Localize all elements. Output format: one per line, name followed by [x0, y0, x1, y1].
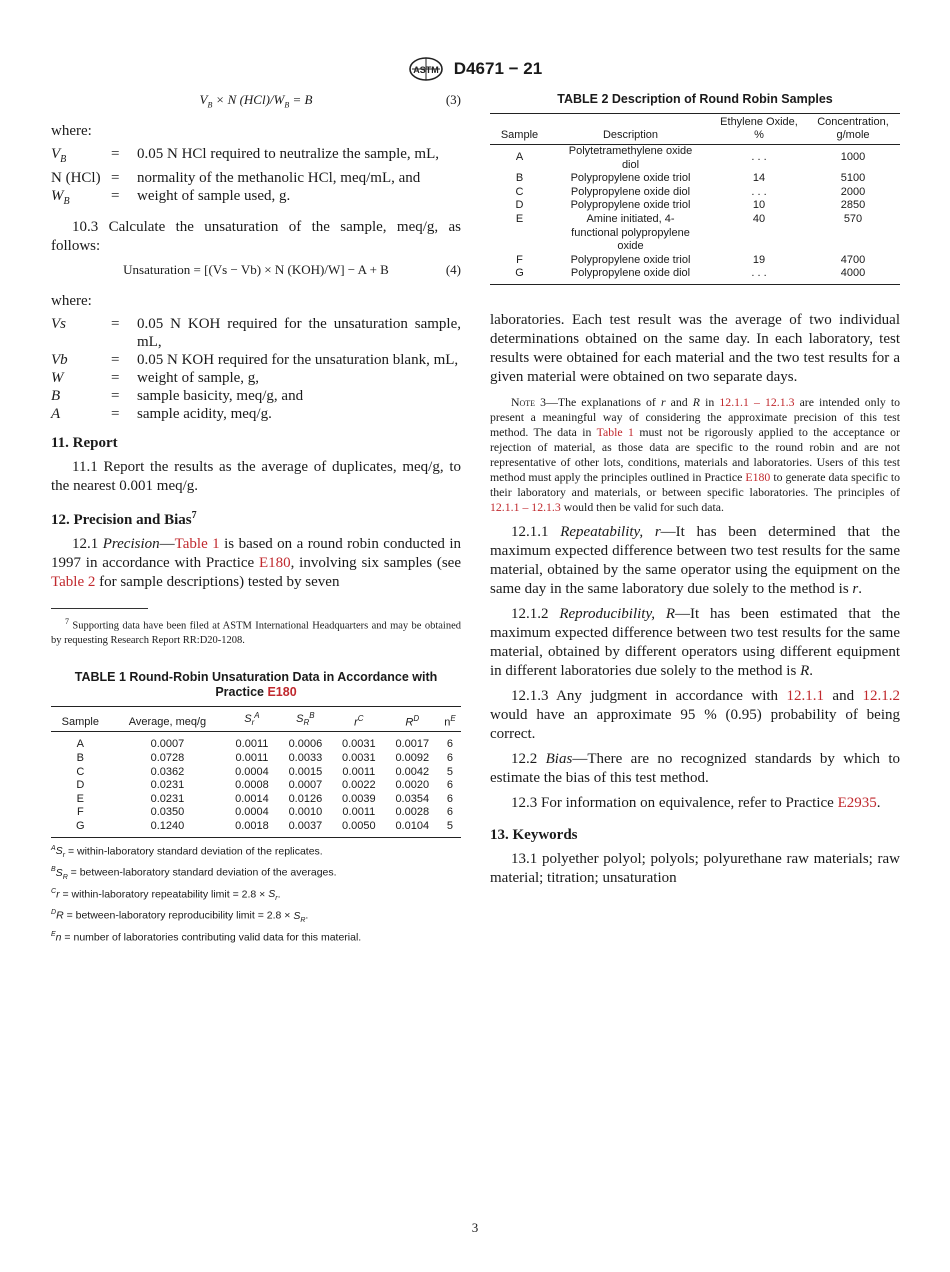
table-cell: 0.0011 [342, 765, 376, 778]
table-cell: 0.0017 [395, 738, 430, 751]
table-cell: 570 [843, 212, 863, 225]
table-cell: 5 [446, 819, 454, 832]
definition-row: Vb = 0.05 N KOH required for the unsaturation blank, mL, [51, 352, 459, 368]
table-cell: 0.0050 [342, 819, 376, 832]
table-cell: 0.0018 [235, 819, 269, 832]
table-row [490, 186, 900, 200]
equation-4-expression: Unsaturation = [(Vs − Vb) × N (KOH)/W] − A + B [123, 262, 389, 277]
table-cell: Polypropylene oxide triol [570, 199, 691, 212]
table-cell: G [76, 819, 85, 832]
table-header-row: Sample Average, meq/g $S_r^A$ $S_R^B$ $r^C$ $R^D$ $n^E$ [51, 706, 461, 732]
paragraph-10-3: 10.3 Calculate the unsaturation of the sample, meq/g, as follows: [51, 219, 461, 254]
paragraph-12-1-1: 12.1.1 Repeatability, r—It has been determined that the maximum expected difference between two test results for the same material, obtained by the same operator using the equipment on the same day in the same laboratory due solely to the method is r. [490, 523, 901, 597]
table-1-caption-link-e180[interactable]: E180 [267, 684, 297, 699]
table-cell: 40 [752, 212, 766, 225]
equation-3-expression: $V_B \times N$ $(HCl)/W_B = B$ [199, 92, 313, 110]
table-cell: 10 [752, 199, 766, 212]
table-row [490, 254, 900, 268]
table-header-row: Sample Description Ethylene Oxide, % Concentration, g/mole [490, 114, 900, 145]
table-cell: 5 [446, 765, 454, 778]
table-cell: 6 [446, 738, 454, 751]
table-cell: Polypropylene oxide triol [570, 172, 691, 185]
table-cell: 6 [446, 751, 454, 764]
definition-row: N (HCl) = normality of the methanolic HCl, meq/mL, and [51, 170, 421, 186]
table-cell: 5100 [840, 172, 866, 185]
table-cell: 0.0008 [235, 779, 269, 792]
paragraph-12-1-2: 12.1.2 Reproducibility, R—It has been estimated that the maximum expected difference between two test results for the same material, obtained by different operators using different equipment in different laboratories due solely to the method is R. [490, 605, 900, 679]
table-cell: 0.0004 [235, 806, 269, 819]
equation-4-number: (4) [445, 262, 461, 277]
table-cell: 0.0231 [150, 792, 185, 805]
definitions-list-2 [51, 315, 461, 423]
table-cell: Amine initiated, 4-functional polypropylene oxide [571, 212, 690, 253]
table-cell: 0.0126 [288, 792, 323, 805]
paragraph-12-3: 12.3 For information on equivalence, refer to Practice E2935. [511, 794, 881, 811]
table-cell: 2850 [840, 199, 866, 212]
table-1-block [51, 670, 461, 945]
table-cell: . . . [751, 267, 767, 280]
table-cell: B [515, 172, 524, 185]
table-cell: . . . [751, 185, 767, 198]
table-cell: 4700 [840, 253, 866, 266]
equation-4 [51, 262, 461, 284]
section-heading-11: 11. Report [51, 435, 118, 451]
table-cell: 0.0004 [235, 765, 269, 778]
table-cell: 0.0031 [342, 738, 376, 751]
paragraph-12-2: 12.2 Bias—There are no recognized standards by which to estimate the bias of this test method. [490, 750, 901, 786]
table-cell: 0.0007 [150, 738, 185, 751]
table-cell: 0.0092 [395, 751, 430, 764]
table-row [490, 213, 900, 254]
table-note: $^E$n = number of laboratories contributing valid data for this material. [51, 930, 362, 944]
table-cell: 0.0033 [288, 751, 323, 764]
table-row [490, 267, 900, 284]
table-cell: Polytetramethylene oxide diol [568, 145, 693, 171]
table-cell: Polypropylene oxide diol [570, 267, 691, 280]
table-2-block [490, 92, 900, 285]
table-cell: G [515, 267, 524, 280]
definition-row: Vs = 0.05 N KOH required for the unsaturation sample, mL, [51, 316, 461, 350]
table-1-footnotes [51, 842, 461, 945]
link-e180[interactable]: E180 [745, 469, 771, 484]
table-cell: 0.0042 [395, 765, 430, 778]
table-cell: 0.0031 [342, 751, 376, 764]
section-heading-12: 12. Precision and Bias$^7$ [51, 510, 197, 528]
table-cell: A [76, 738, 84, 751]
table-cell: 1000 [840, 151, 866, 163]
astm-logo-text: ASTM [413, 65, 439, 75]
table-cell: 0.0011 [235, 751, 269, 764]
table-row [51, 820, 461, 837]
table-cell: 0.0011 [342, 806, 376, 819]
table-cell: 0.0231 [150, 779, 185, 792]
table-cell: C [76, 765, 85, 778]
table-cell: Polypropylene oxide diol [570, 185, 691, 198]
table-2 [490, 113, 900, 285]
table-1 [51, 706, 461, 838]
table-row [51, 732, 461, 752]
table-cell: A [515, 151, 524, 163]
table-cell: C [515, 185, 524, 198]
table-row [51, 806, 461, 820]
definition-row: B = sample basicity, meq/g, and [51, 388, 304, 404]
where-label-1: where: [51, 123, 92, 139]
definitions-list-1 [51, 145, 461, 211]
definition-row: W = weight of sample, g, [51, 370, 260, 386]
table-cell: D [76, 779, 85, 792]
table-cell: 0.0011 [235, 738, 269, 751]
table-cell: 0.0728 [150, 751, 185, 764]
link-12-1-1[interactable]: 12.1.1 [786, 687, 824, 704]
table-cell: 0.0037 [288, 819, 323, 832]
footnote-7: $^7$ Supporting data have been filed at ASTM International Headquarters and may be obtained by requesting Research Report RR:D20-1208. [51, 617, 461, 646]
paragraph-12-1: 12.1 Precision—Table 1 is based on a round robin conducted in 1997 in accordance with Practice E180, involving six samples (see Table 2 for sample descriptions) tested by seven [51, 536, 462, 590]
link-e2935[interactable]: E2935 [837, 794, 877, 811]
paragraph-12-1-continued: laboratories. Each test result was the average of two individual determinations obtained on the same day. In each laboratory, test results were obtained for each material and the two test results for a given material were obtained on two separate days. [490, 311, 900, 385]
table-row [51, 766, 461, 780]
table-cell: 6 [446, 792, 454, 805]
where-label-2: where: [51, 293, 92, 309]
table-row [51, 752, 461, 766]
table-cell: 0.0015 [288, 765, 323, 778]
right-column [490, 92, 900, 888]
table-cell: 0.0006 [288, 738, 323, 751]
page-number: 3 [471, 1220, 479, 1235]
definition-row: $V_B$ = 0.05 N HCl required to neutralize the sample, mL, [51, 146, 439, 165]
table-cell: E [76, 792, 84, 805]
paragraph-11-1: 11.1 Report the results as the average of duplicates, meq/g, to the nearest 0.001 meq/g. [51, 459, 461, 494]
table-note: $^C$r = within-laboratory repeatability limit = $2.8 \times S_r$. [51, 887, 281, 903]
link-table-1[interactable]: Table 1 [596, 424, 634, 439]
table-row [51, 793, 461, 807]
document-designation: D4671 − 21 [453, 59, 543, 78]
equation-3-number: (3) [445, 92, 461, 107]
note-3: Note 3—The explanations of r and R in 12.1.1 – 12.1.3 are intended only to present a meaningful way of considering the approximate precision of this test method. The data in Table 1 must not be rigorously applied to the acceptance or rejection of material, as those data are specific to the round robin and are not representative of other lots, conditions, materials and laboratories. Users of this test method must apply the principles outlined in Practice E180 to generate data specific to their laboratory and materials, or between specific laboratories. The principles of 12.1.1 – 12.1.3 would then be valid for such data. [490, 394, 901, 514]
table-cell: 4000 [840, 267, 866, 280]
table-cell: 6 [446, 806, 454, 819]
table-cell: B [76, 751, 84, 764]
link-12-1-1-to-12-1-3[interactable]: 12.1.1 – 12.1.3 [719, 394, 795, 409]
table-1-caption: TABLE 1 Round-Robin Unsaturation Data in Accordance with Practice E180 [74, 669, 438, 699]
paragraph-13-1: 13.1 polyether polyol; polyols; polyurethane raw materials; raw material; titration; unsaturation [490, 850, 900, 886]
table-cell: F [516, 253, 523, 266]
table-row [490, 172, 900, 186]
page-header [0, 56, 950, 82]
table-cell: 0.0022 [342, 779, 376, 792]
table-cell: 0.0028 [395, 806, 430, 819]
link-table-2[interactable]: Table 2 [51, 574, 96, 590]
table-cell: 19 [752, 253, 766, 266]
table-cell: D [515, 199, 524, 212]
table-cell: 0.1240 [150, 819, 185, 832]
table-cell: F [76, 806, 84, 819]
left-column [51, 92, 461, 944]
astm-logo-icon [408, 56, 444, 82]
table-cell: E [515, 212, 524, 225]
table-cell: 2000 [840, 185, 866, 198]
link-table-1[interactable]: Table 1 [174, 536, 220, 552]
table-cell: 0.0007 [288, 779, 323, 792]
table-cell: 0.0354 [395, 792, 430, 805]
table-cell: 6 [446, 779, 454, 792]
paragraph-12-1-3: 12.1.3 Any judgment in accordance with 12.1.1 and 12.1.2 would have an approximate 95 % (0.95) probability of being correct. [490, 687, 900, 742]
table-cell: 0.0362 [150, 765, 185, 778]
table-cell: 0.0039 [342, 792, 376, 805]
table-note: $^AS_r$ = within-laboratory standard deviation of the replicates. [51, 844, 323, 860]
table-cell: 0.0010 [288, 806, 323, 819]
table-row [490, 145, 900, 173]
footnote-divider [51, 608, 148, 609]
table-note: $^D$R = between-laboratory reproducibility limit = $2.8 \times S_R$. [51, 909, 309, 924]
table-note: $^BS_R$ = between-laboratory standard deviation of the averages. [51, 866, 337, 881]
section-heading-13: 13. Keywords [490, 826, 578, 843]
table-cell: Polypropylene oxide triol [570, 253, 691, 266]
table-row [51, 779, 461, 793]
table-cell: 0.0350 [150, 806, 185, 819]
table-cell: 0.0020 [395, 779, 430, 792]
table-cell: 0.0014 [235, 792, 269, 805]
equation-3 [51, 92, 461, 114]
table-cell: 0.0104 [395, 819, 430, 832]
definition-row: A = sample acidity, meq/g. [51, 406, 272, 422]
link-12-1-1-to-12-1-3[interactable]: 12.1.1 – 12.1.3 [490, 499, 561, 514]
table-cell: . . . [751, 151, 767, 163]
table-2-caption: TABLE 2 Description of Round Robin Samples [557, 92, 833, 106]
definition-row: $W_B$ = weight of sample used, g. [51, 188, 291, 207]
link-12-1-2[interactable]: 12.1.2 [862, 687, 900, 704]
table-cell: 14 [752, 172, 766, 185]
link-e180[interactable]: E180 [258, 555, 291, 571]
table-row [490, 199, 900, 213]
